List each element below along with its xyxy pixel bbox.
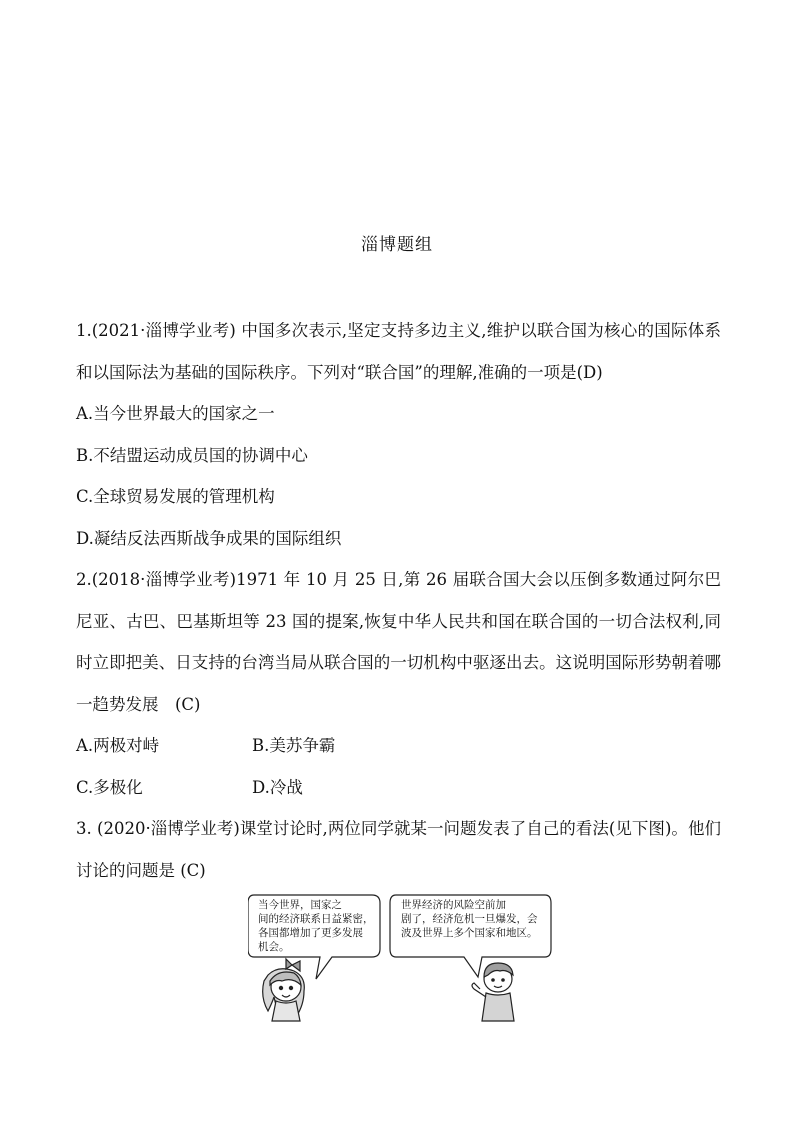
left-bubble-line-3: 各国都增加了更多发展: [258, 927, 363, 939]
question-2-options-row-1: [76, 725, 721, 767]
question-list: [76, 310, 721, 891]
page-title: 淄博题组: [361, 235, 433, 255]
question-2-option-b: B.美苏争霸: [252, 736, 336, 755]
right-bubble-line-1: 世界经济的风险空前加: [401, 899, 506, 911]
right-bubble-line-2: 剧了，经济危机一旦爆发，会: [401, 913, 538, 925]
discussion-cartoon: [248, 893, 553, 1023]
question-2-option-c: C.多极化: [76, 777, 143, 797]
question-2-option-a: A.两极对峙: [76, 736, 160, 755]
question-1-option-d: D.凝结反法西斯战争成果的国际组织: [76, 528, 342, 548]
left-bubble-line-4: 机会。: [258, 941, 290, 953]
question-2-stem: 2.(2018·淄博学业考)1971 年 10 月 25 日,第 26 届联合国大会以压倒多数通过阿尔巴尼亚、古巴、巴基斯坦等 23 国的提案,恢复中华人民共和国在联合国的一切合法权利,同时立即把美、日支持的台湾当局从联合国的一切机构中驱逐出去。这说明国际形势朝着哪一趋势发展 (C): [76, 570, 721, 714]
left-bubble-text: [258, 898, 374, 954]
right-bubble-line-3: 波及世界上多个国家和地区。: [401, 927, 538, 939]
question-3-stem: 3. (2020·淄博学业考)课堂讨论时,两位同学就某一问题发表了自己的看法(见下图)。他们讨论的问题是 (C): [76, 819, 721, 880]
girl-student-figure: [263, 959, 305, 1021]
question-2-options-row-2: [76, 767, 721, 809]
question-1-option-a: A.当今世界最大的国家之一: [76, 404, 275, 423]
question-1-option-b: B.不结盟运动成员国的协调中心: [76, 445, 308, 465]
question-1-stem: 1.(2021·淄博学业考) 中国多次表示,坚定支持多边主义,维护以联合国为核心的国际体系和以国际法为基础的国际秩序。下列对“联合国”的理解,准确的一项是(D): [76, 321, 721, 382]
left-bubble-line-2: 间的经济联系日益紧密，: [258, 913, 374, 925]
question-2-option-d: D.冷战: [252, 777, 303, 797]
left-bubble-line-1: 当今世界，国家之: [258, 899, 342, 911]
right-bubble-text: [401, 898, 538, 940]
question-1-option-c: C.全球贸易发展的管理机构: [76, 487, 275, 506]
